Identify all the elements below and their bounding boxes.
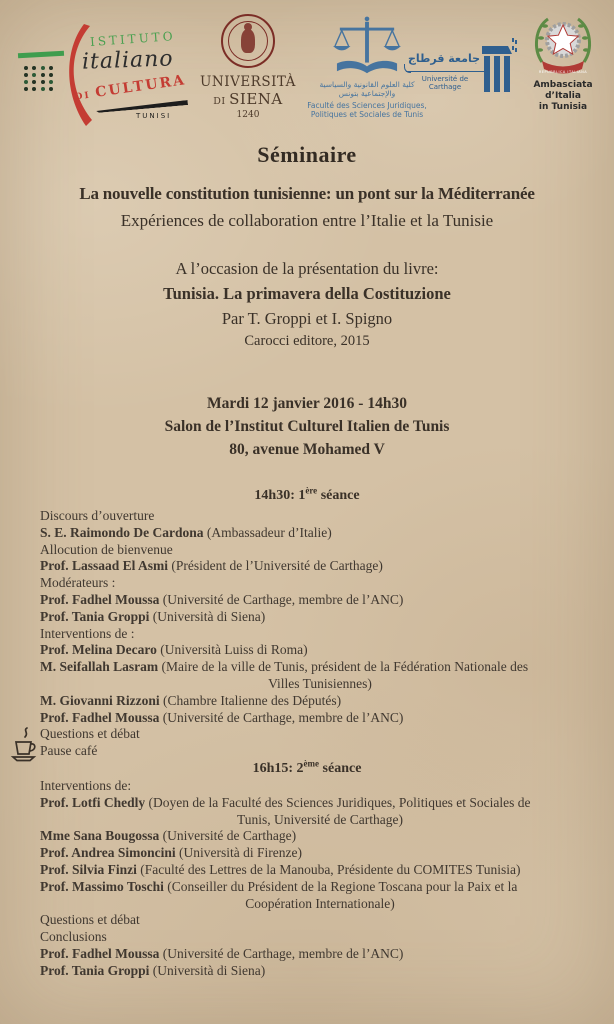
event-venue: Salon de l’Institut Culturel Italien de Tunis <box>164 418 450 435</box>
ambasciata-label-line2: in Tunisia <box>538 102 588 112</box>
program-line: Prof. Lassaad El Asmi (Président de l’Université de Carthage) <box>40 558 383 574</box>
program-line: Conclusions <box>40 929 107 945</box>
iic-tunisi-label: TUNISI <box>136 112 172 120</box>
session1-program <box>40 508 600 760</box>
program-line: Pause café <box>40 743 98 759</box>
book-title: Tunisia. La primavera della Costituzione <box>163 284 451 303</box>
program-line: M. Seifallah Lasram (Maire de la ville de Tunis, président de la Fédération Nationale des <box>40 659 529 675</box>
fsjpst-french-line1: Faculté des Sciences Juridiques, <box>307 101 427 110</box>
program-line: Interventions de: <box>40 778 132 793</box>
event-address: 80, avenue Mohamed V <box>229 441 385 458</box>
program-line: Prof. Fadhel Moussa (Université de Carthage, membre de l’ANC) <box>40 591 404 607</box>
page-title: Séminaire <box>257 142 357 167</box>
program-line: Prof. Massimo Toschi (Conseiller du Président de la Regione Toscana pour la Paix et la <box>40 878 518 894</box>
carthage-arabic-label: جامعة قرطاج <box>407 52 480 65</box>
program-line: Prof. Silvia Finzi (Faculté des Lettres de la Manouba, Présidente du COMITES Tunisia) <box>40 861 521 877</box>
event-datetime: Mardi 12 janvier 2016 - 14h30 <box>207 395 407 412</box>
session1-heading: 14h30: 1ère séance <box>254 485 360 503</box>
program-line: Prof. Lotfi Chedly (Doyen de la Faculté des Sciences Juridiques, Politiques et Sociales de <box>40 794 531 810</box>
logo-ambasciata-italia <box>518 12 608 113</box>
program-line: Prof. Tania Groppi (Università di Siena) <box>40 608 266 624</box>
fsjpst-arabic-line2: والإجتماعية بتونس <box>338 89 396 98</box>
program-line: Questions et débat <box>40 726 140 742</box>
seminar-subtitle: Expériences de collaboration entre l’Italie et la Tunisie <box>120 211 494 230</box>
scales-of-justice-icon <box>328 16 406 80</box>
event-details <box>0 392 614 461</box>
iic-istituto-label: ISTITUTO <box>89 29 177 49</box>
fsjpst-arabic-line1: كلية العلوم القانونية والسياسية <box>319 80 415 89</box>
carthage-divider-shape <box>406 71 484 72</box>
logo-universite-carthage <box>406 44 518 104</box>
iic-cultura-label: DI CULTURA <box>74 72 187 103</box>
ambasciata-label-line1: Ambasciata d’Italia <box>533 80 593 101</box>
coffee-cup-icon <box>10 726 40 764</box>
program-line: M. Giovanni Rizzoni (Chambre Italienne des Députés) <box>40 692 342 708</box>
book-authors: Par T. Groppi et I. Spigno <box>221 309 393 328</box>
program-line: Discours d’ouverture <box>40 508 155 523</box>
book-publisher: Carocci editore, 2015 <box>244 333 370 349</box>
seminar-subtitle-bold: La nouvelle constitution tunisienne: un pont sur la Méditerranée <box>79 184 535 203</box>
program-line-continuation: Coopération Internationale) <box>245 895 395 911</box>
program-line-continuation: Villes Tunisiennes) <box>268 675 372 691</box>
program-line: Interventions de : <box>40 625 135 641</box>
program-line: Prof. Tania Groppi (Università di Siena) <box>40 962 266 978</box>
session2-heading: 16h15: 2ème séance <box>252 758 362 776</box>
iic-italiano-label: italiano <box>81 46 175 75</box>
siena-1240-label: 1240 <box>236 110 260 120</box>
program-line: Prof. Melina Decaro (Università Luiss di Roma) <box>40 642 308 658</box>
fsjpst-french-line2: Politiques et Sociales de Tunis <box>310 110 424 119</box>
program-line: Prof. Fadhel Moussa (Université de Carthage, membre de l’ANC) <box>40 945 404 961</box>
book-intro: A l’occasion de la présentation du livre: <box>175 259 439 278</box>
italian-republic-emblem-icon <box>530 12 596 78</box>
program-line: Prof. Andrea Simoncini (Università di Firenze) <box>40 845 302 861</box>
program-line: S. E. Raimondo De Cardona (Ambassadeur d’Italie) <box>40 524 332 540</box>
carthage-french-label: Université de Carthage <box>421 75 469 91</box>
siena-universita-label: UNIVERSITÀ <box>200 74 296 90</box>
program-line: Questions et débat <box>40 912 140 928</box>
logo-universita-siena <box>196 14 300 120</box>
iic-dot-grid-shape <box>24 66 54 91</box>
siena-di-siena-label: DI SIENA <box>213 90 283 108</box>
program-line: Modérateurs : <box>40 575 116 591</box>
program-line: Mme Sana Bougossa (Université de Carthage) <box>40 828 297 844</box>
program-line: Prof. Fadhel Moussa (Université de Carthage, membre de l’ANC) <box>40 709 404 725</box>
program-line-continuation: Tunis, Université de Carthage) <box>237 811 403 827</box>
session2-program <box>40 778 600 980</box>
carthage-column-icon <box>478 38 518 94</box>
program-line: Allocution de bienvenue <box>40 541 173 557</box>
logo-istituto-italiano-cultura <box>16 28 191 123</box>
siena-seal-icon <box>221 14 275 68</box>
emblem-banner-label: REPUBBLICA ITALIANA <box>538 70 588 74</box>
